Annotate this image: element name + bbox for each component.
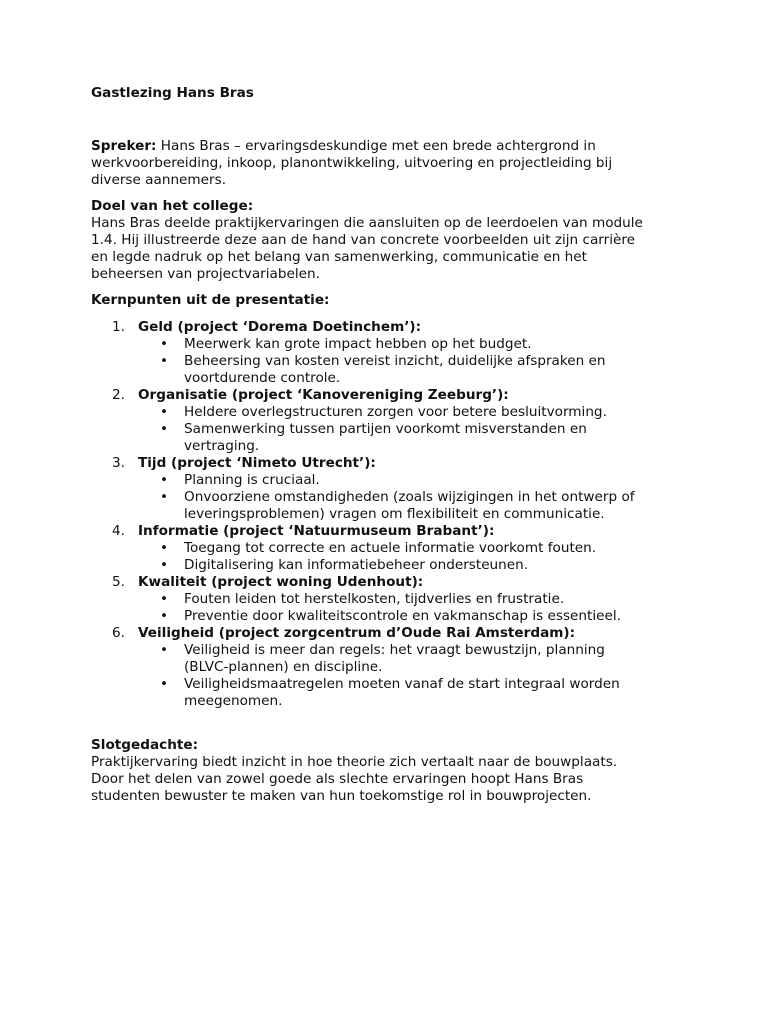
list-item-heading — [91, 625, 691, 642]
spreker-label: Spreker: — [91, 138, 157, 154]
bullet-icon: • — [160, 608, 169, 624]
bullet-icon: • — [160, 472, 169, 488]
kernpunten-heading: Kernpunten uit de presentatie: — [91, 292, 330, 308]
list-number: 2. — [112, 387, 125, 403]
spreker-text: Hans Bras – ervaringsdeskundige met een brede achtergrond in — [156, 138, 596, 154]
slot-heading: Slotgedachte: — [91, 737, 199, 753]
bullet-text: Toegang tot correcte en actuele informatie voorkomt fouten. — [184, 540, 597, 556]
list-item — [91, 574, 691, 625]
bullet-item — [91, 336, 691, 353]
bullet-item — [91, 489, 691, 523]
bullet-icon: • — [160, 642, 169, 658]
bullet-item — [91, 642, 691, 676]
bullet-icon: • — [160, 336, 169, 352]
list-number: 6. — [112, 625, 125, 641]
list-number: 5. — [112, 574, 125, 590]
bullet-text: Samenwerking tussen partijen voorkomt misverstanden en — [184, 421, 587, 437]
bullet-icon: • — [160, 540, 169, 556]
spreker-text: diverse aannemers. — [91, 172, 227, 188]
list-item-heading — [91, 319, 691, 336]
bullet-text: Heldere overlegstructuren zorgen voor betere besluitvorming. — [184, 404, 607, 420]
bullet-text: Beheersing van kosten vereist inzicht, duidelijke afspraken en — [184, 353, 606, 369]
bullet-icon: • — [160, 421, 169, 437]
slot-text: Door het delen van zowel goede als slechte ervaringen hoopt Hans Bras — [91, 771, 584, 787]
list-item-label: Tijd (project ‘Nimeto Utrecht’): — [138, 455, 376, 471]
list-item-heading — [91, 574, 691, 591]
bullet-item — [91, 421, 691, 455]
doel-section — [91, 198, 691, 283]
bullet-icon: • — [160, 489, 169, 505]
bullet-icon: • — [160, 404, 169, 420]
bullet-item — [91, 557, 691, 574]
list-item-label: Organisatie (project ‘Kanovereniging Zeeburg’): — [138, 387, 509, 403]
bullet-item — [91, 591, 691, 608]
list-item-heading — [91, 387, 691, 404]
bullet-text: (BLVC-plannen) en discipline. — [184, 659, 383, 675]
list-item-label: Kwaliteit (project woning Udenhout): — [138, 574, 424, 590]
document-page — [91, 85, 691, 805]
bullet-text: Planning is cruciaal. — [184, 472, 320, 488]
list-item — [91, 319, 691, 387]
bullet-item — [91, 472, 691, 489]
document-title: Gastlezing Hans Bras — [91, 85, 254, 101]
list-number: 1. — [112, 319, 125, 335]
doel-text: Hans Bras deelde praktijkervaringen die aansluiten op de leerdoelen van module — [91, 215, 643, 231]
bullet-text: vertraging. — [184, 438, 260, 454]
bullet-text: Onvoorziene omstandigheden (zoals wijzigingen in het ontwerp of — [184, 489, 635, 505]
list-item-heading — [91, 455, 691, 472]
bullet-icon: • — [160, 557, 169, 573]
list-item — [91, 387, 691, 455]
list-item-label: Veiligheid (project zorgcentrum d’Oude Rai Amsterdam): — [138, 625, 576, 641]
doel-text: 1.4. Hij illustreerde deze aan de hand van concrete voorbeelden uit zijn carrière — [91, 232, 636, 248]
kernpunten-list — [91, 319, 691, 710]
bullet-text: Meerwerk kan grote impact hebben op het budget. — [184, 336, 532, 352]
bullet-text: voortdurende controle. — [184, 370, 341, 386]
list-number: 4. — [112, 523, 125, 539]
bullet-icon: • — [160, 353, 169, 369]
spreker-paragraph — [91, 138, 691, 189]
bullet-icon: • — [160, 591, 169, 607]
list-item-heading — [91, 523, 691, 540]
slot-text: studenten bewuster te maken van hun toekomstige rol in bouwprojecten. — [91, 788, 592, 804]
bullet-text: Veiligheid is meer dan regels: het vraagt bewustzijn, planning — [184, 642, 605, 658]
bullet-item — [91, 676, 691, 710]
list-item — [91, 455, 691, 523]
bullet-text: Veiligheidsmaatregelen moeten vanaf de start integraal worden — [184, 676, 620, 692]
list-number: 3. — [112, 455, 125, 471]
list-item-label: Informatie (project ‘Natuurmuseum Brabant’): — [138, 523, 495, 539]
bullet-item — [91, 608, 691, 625]
slot-section — [91, 737, 691, 805]
list-item-label: Geld (project ‘Dorema Doetinchem’): — [138, 319, 422, 335]
doel-text: beheersen van projectvariabelen. — [91, 266, 320, 282]
bullet-text: leveringsproblemen) vragen om flexibiliteit en communicatie. — [184, 506, 605, 522]
bullet-text: Fouten leiden tot herstelkosten, tijdverlies en frustratie. — [184, 591, 565, 607]
spreker-text: werkvoorbereiding, inkoop, planontwikkeling, uitvoering en projectleiding bij — [91, 155, 613, 171]
bullet-item — [91, 540, 691, 557]
kernpunten-section — [91, 292, 691, 710]
bullet-text: Digitalisering kan informatiebeheer ondersteunen. — [184, 557, 529, 573]
bullet-text: meegenomen. — [184, 693, 283, 709]
list-item — [91, 625, 691, 710]
doel-heading: Doel van het college: — [91, 198, 254, 214]
bullet-item — [91, 404, 691, 421]
slot-text: Praktijkervaring biedt inzicht in hoe theorie zich vertaalt naar de bouwplaats. — [91, 754, 618, 770]
bullet-item — [91, 353, 691, 387]
list-item — [91, 523, 691, 574]
bullet-icon: • — [160, 676, 169, 692]
bullet-text: Preventie door kwaliteitscontrole en vakmanschap is essentieel. — [184, 608, 621, 624]
doel-text: en legde nadruk op het belang van samenwerking, communicatie en het — [91, 249, 587, 265]
